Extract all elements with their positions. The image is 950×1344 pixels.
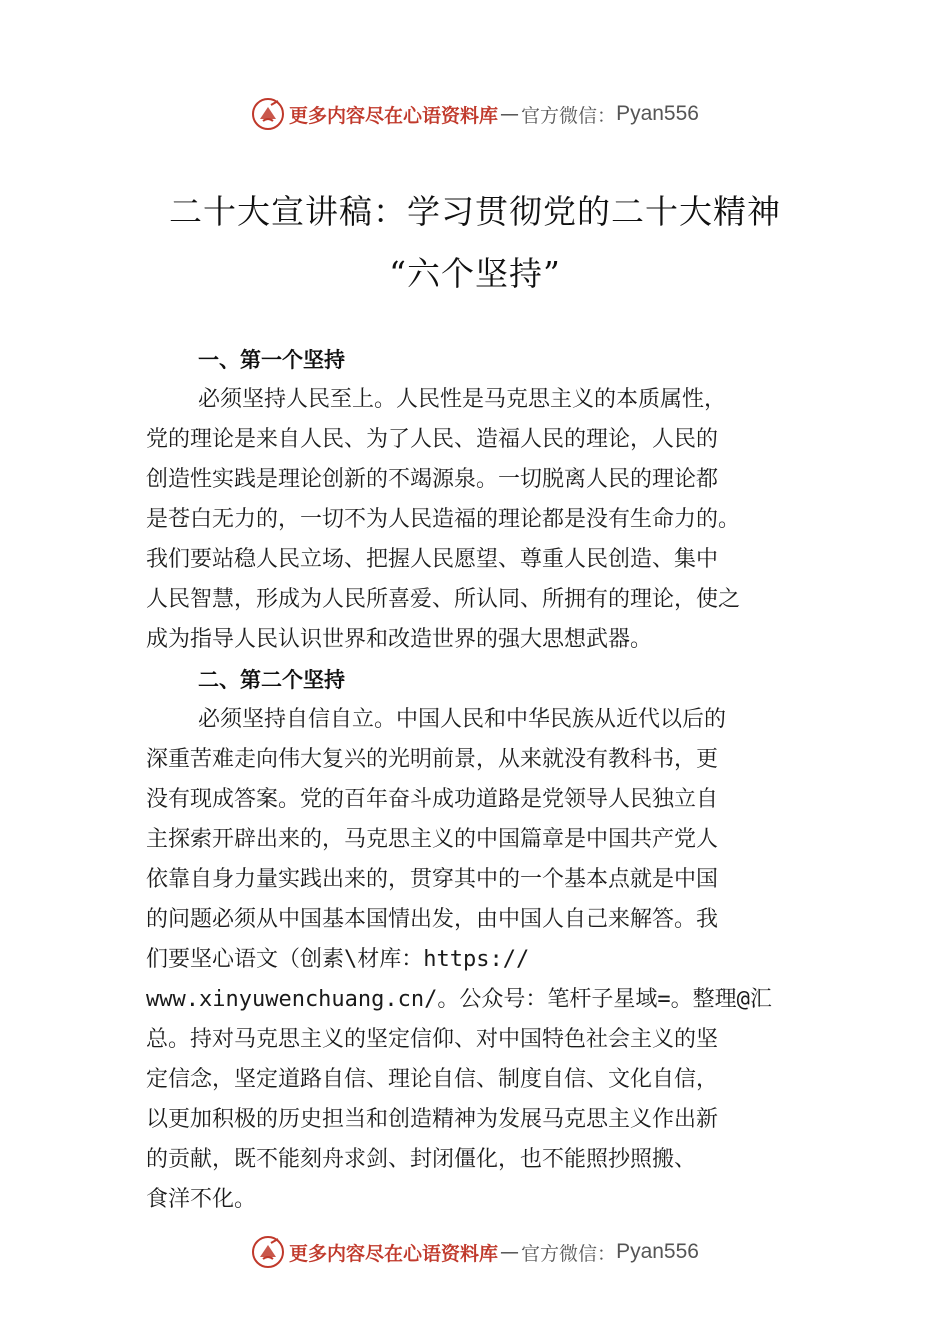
book-quill-logo-icon <box>251 1235 285 1269</box>
paragraph-line: 依靠自身力量实践出来的，贯穿其中的一个基本点就是中国 <box>146 867 719 892</box>
banner-brand: 更多内容尽在心语资料库 <box>289 104 499 127</box>
banner-brand: 更多内容尽在心语资料库 <box>289 1242 499 1265</box>
banner-official-label: 官方微信： <box>521 104 617 127</box>
section-heading: 一、第一个坚持 <box>198 348 345 372</box>
paragraph-line: 人民智慧，形成为人民所喜爱、所认同、所拥有的理论，使之 <box>146 587 741 612</box>
paragraph-line: 定信念，坚定道路自信、理论自信、制度自信、文化自信， <box>146 1067 719 1092</box>
paragraph-line: 成为指导人民认识世界和改造世界的强大思想武器。 <box>146 627 653 652</box>
paragraph-line: 的问题必须从中国基本国情出发，由中国人自己来解答。我 <box>146 907 719 932</box>
paragraph-line: 主探索开辟出来的，马克思主义的中国篇章是中国共产党人 <box>146 827 719 852</box>
paragraph-line: 必须坚持自信自立。中国人民和中华民族从近代以后的 <box>198 707 727 732</box>
paragraph-line: 必须坚持人民至上。人民性是马克思主义的本质属性， <box>198 387 727 412</box>
footer-banner <box>0 1232 950 1272</box>
paragraph-line: 我们要站稳人民立场、把握人民愿望、尊重人民创造、集中 <box>146 547 719 572</box>
paragraph-line: 创造性实践是理论创新的不竭源泉。一切脱离人民的理论都 <box>146 467 719 492</box>
paragraph-line: 们要坚心语文（创素\材库：https:// <box>146 947 530 972</box>
paragraph-line: 党的理论是来自人民、为了人民、造福人民的理论，人民的 <box>146 427 719 452</box>
banner-dash: — <box>500 1241 520 1263</box>
section-heading: 二、第二个坚持 <box>198 668 345 692</box>
book-quill-logo-icon <box>251 97 285 131</box>
banner-official-label: 官方微信： <box>521 1242 617 1265</box>
document-body <box>146 340 816 1220</box>
paragraph-line: 没有现成答案。党的百年奋斗成功道路是党领导人民独立自 <box>146 787 719 812</box>
paragraph-line: 深重苦难走向伟大复兴的光明前景，从来就没有教科书，更 <box>146 747 719 772</box>
banner-dash: — <box>500 103 520 125</box>
paragraph-line: 是苍白无力的，一切不为人民造福的理论都是没有生命力的。 <box>146 507 741 532</box>
document-title-line-1: 二十大宣讲稿：学习贯彻党的二十大精神 <box>169 192 781 231</box>
paragraph-line: 总。持对马克思主义的坚定信仰、对中国特色社会主义的坚 <box>146 1027 719 1052</box>
paragraph-line: 食洋不化。 <box>146 1187 257 1212</box>
document-title-line-2: “六个坚持” <box>389 254 561 293</box>
paragraph-line-url: www.xinyuwenchuang.cn/。公众号：笔杆子星域=。整理@汇 <box>146 987 772 1012</box>
banner-wechat-handle: Pyan556 <box>616 102 699 125</box>
header-banner <box>0 94 950 134</box>
paragraph-line: 的贡献，既不能刻舟求剑、封闭僵化，也不能照抄照搬、 <box>146 1147 697 1172</box>
paragraph-line: 以更加积极的历史担当和创造精神为发展马克思主义作出新 <box>146 1107 719 1132</box>
banner-wechat-handle: Pyan556 <box>616 1240 699 1263</box>
